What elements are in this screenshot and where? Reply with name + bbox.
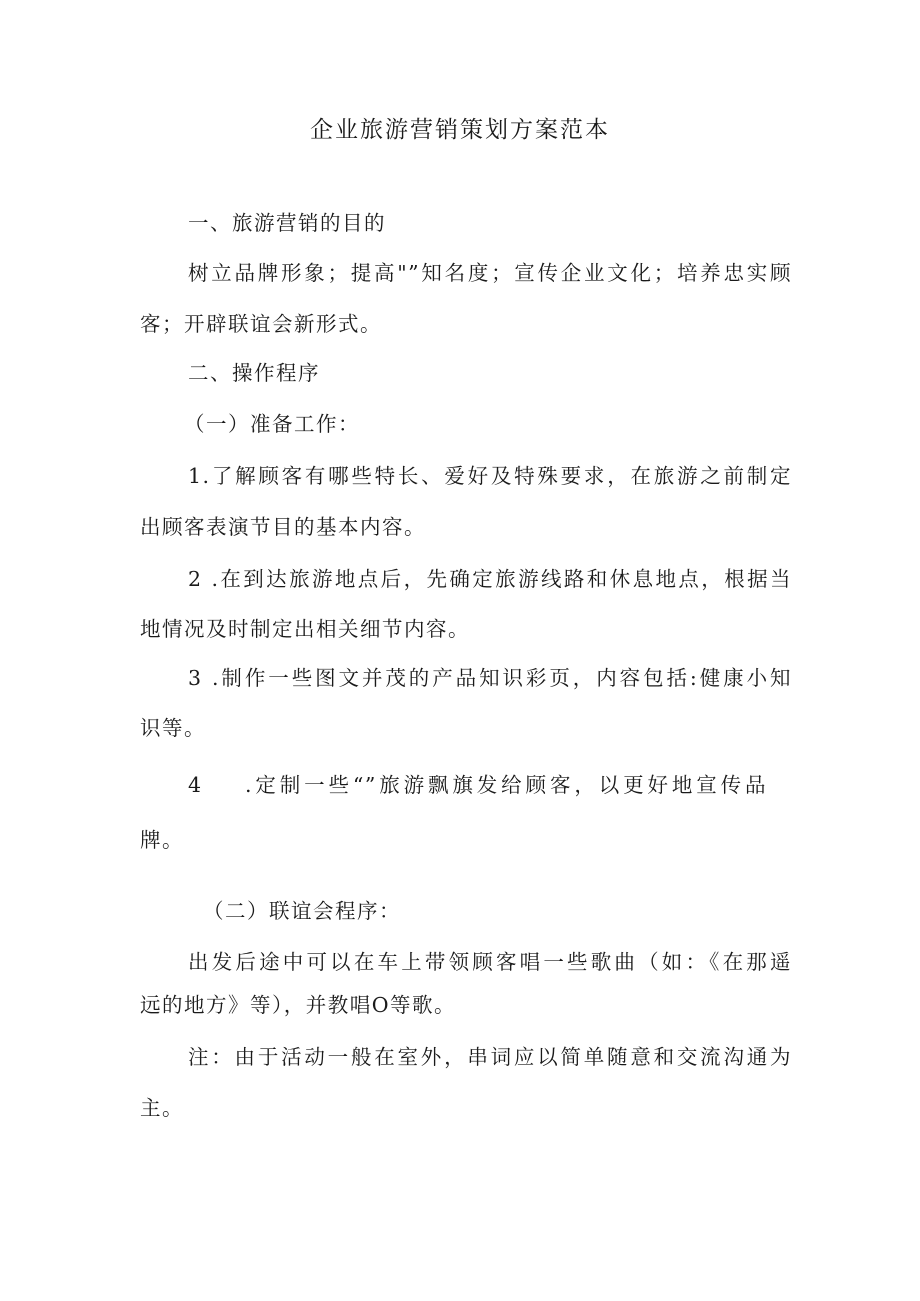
paragraph-line: 3 .制作一些图文并茂的产品知识彩页，内容包括:健康小知 — [188, 666, 792, 690]
document-title: 企业旅游营销策划方案范本 — [310, 117, 610, 143]
paragraph-line: 识等。 — [140, 716, 206, 740]
subheading-party: （二）联谊会程序： — [203, 899, 401, 923]
paragraph-line: 牌。 — [140, 828, 184, 852]
paragraph-line: 出顾客表演节目的基本内容。 — [140, 515, 426, 539]
heading-purpose: 一、旅游营销的目的 — [188, 211, 386, 235]
paragraph-line: 主。 — [140, 1096, 184, 1120]
paragraph-line: 注：由于活动一般在室外，串词应以简单随意和交流沟通为 — [188, 1045, 792, 1069]
heading-procedure: 二、操作程序 — [188, 361, 320, 385]
paragraph-line: 出发后途中可以在车上带领顾客唱一些歌曲（如：《在那遥 — [188, 950, 792, 974]
paragraph-line: 远的地方》等），并教唱O等歌。 — [140, 993, 457, 1017]
paragraph-line: 2 .在到达旅游地点后，先确定旅游线路和休息地点，根据当 — [188, 567, 792, 591]
paragraph-line: 地情况及时制定出相关细节内容。 — [140, 617, 470, 641]
list-number: 4 — [188, 773, 203, 797]
subheading-preparation: （一）准备工作： — [184, 412, 360, 436]
paragraph-line: 客；开辟联谊会新形式。 — [140, 312, 382, 336]
paragraph-line: .定制一些“”旅游飘旗发给顾客，以更好地宣传品 — [245, 773, 767, 797]
paragraph-line: 1.了解顾客有哪些特长、爱好及特殊要求，在旅游之前制定 — [188, 464, 792, 488]
paragraph-line: 树立品牌形象；提高"”知名度；宣传企业文化；培养忠实顾 — [188, 261, 792, 285]
